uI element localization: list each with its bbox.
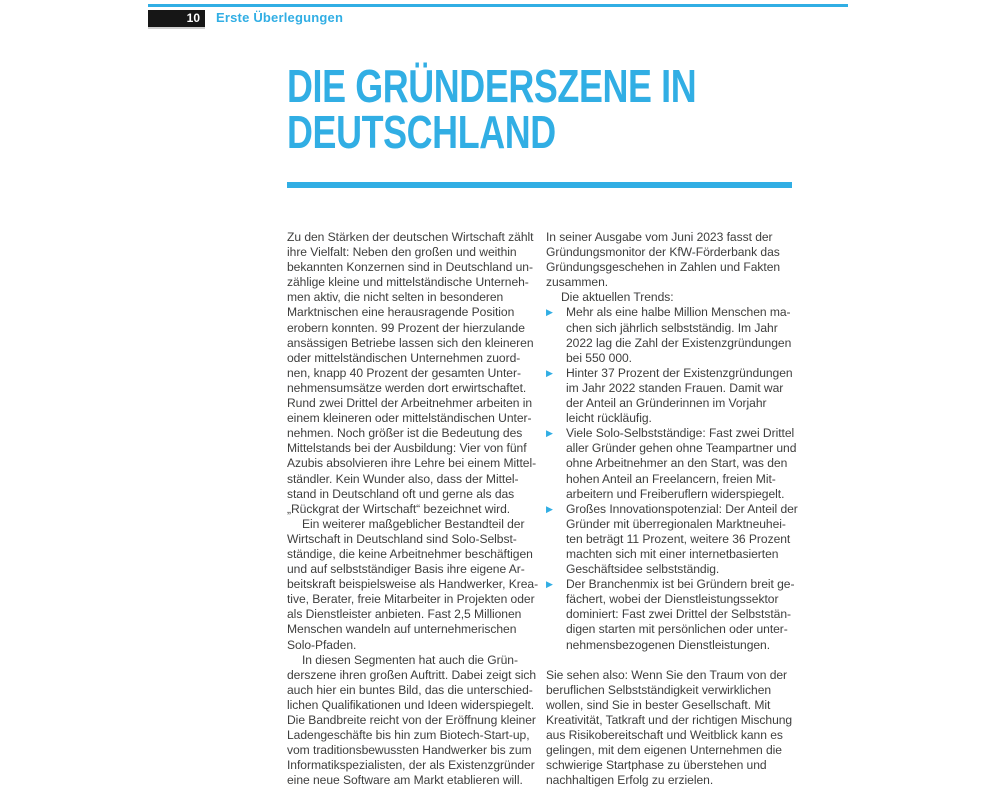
text-line: Der Branchenmix ist bei Gründern breit ge-	[566, 577, 795, 592]
text-line: nehmensbezogenen Dienstleistungen.	[566, 637, 771, 652]
text-line: nachhaltigen Erfolg zu erzielen.	[546, 773, 714, 788]
text-line: aller Gründer gehen ohne Teampartner und	[566, 441, 797, 456]
text-line: bekannten Konzernen sind in Deutschland un-	[287, 260, 533, 275]
text-line: schwierige Startphase zu überstehen und	[546, 758, 767, 773]
text-line: men aktiv, die nicht selten in besonderen	[287, 290, 504, 305]
text-line: hohen Anteil an Freelancern, freien Mit-	[566, 471, 776, 486]
text-line: Azubis absolvieren ihre Lehre bei einem Mittel-	[287, 456, 537, 471]
text-line: und auf selbstständiger Basis ihre eigene Ar-	[287, 562, 525, 577]
text-line: vom traditionsbewussten Handwerker bis zum	[287, 743, 532, 758]
text-line: auch hier ein buntes Bild, das die unterschied-	[287, 682, 533, 697]
text-line: tive, Berater, freie Mitarbeiter in Projekten oder	[287, 592, 535, 607]
text-line: digen starten mit persönlichen oder unter-	[566, 622, 788, 637]
bullet-text	[566, 426, 796, 501]
bullet-item	[546, 426, 797, 501]
text-line: Ladengeschäfte bis hin zum Biotech-Start-up,	[287, 728, 530, 743]
page-title-line-1: DIE GRÜNDERSZENE IN	[287, 60, 697, 112]
text-line: ansässigen Betriebe lassen sich den kleineren	[287, 335, 534, 350]
text-line: In diesen Segmenten hat auch die Grün-	[302, 652, 518, 667]
text-line: Menschen wandeln auf unternehmerischen	[287, 622, 517, 637]
text-line: Marktnischen eine herausragende Position	[287, 305, 515, 320]
text-line: Sie sehen also: Wenn Sie den Traum von der	[546, 667, 788, 682]
triangle-right-icon: ▶	[546, 503, 553, 514]
text-line: lichen Qualifikationen und Ideen widerspiegelt.	[287, 697, 535, 712]
text-line: gelingen, mit dem eigenen Unternehmen die	[546, 743, 782, 758]
text-line: ständige, die keine Arbeitnehmer beschäftigen	[287, 546, 533, 561]
page-number-badge	[148, 10, 205, 27]
text-line: dominiert: Fast zwei Drittel der Selbststän-	[566, 607, 791, 622]
text-line: zusammen.	[546, 275, 609, 290]
triangle-right-icon: ▶	[546, 307, 553, 318]
text-line: Kreativität, Tatkraft und der richtigen Mischung	[546, 713, 793, 727]
text-line: Solo-Pfaden.	[287, 637, 357, 652]
page-title	[287, 60, 697, 158]
text-line: einem kleineren oder mittelständischen Unter-	[287, 411, 532, 426]
text-line: erobern konnten. 99 Prozent der hierzulande	[287, 320, 525, 335]
text-line: Informatikspezialisten, der als Existenzgründer	[287, 758, 535, 773]
text-line: zählige kleine und mittelständische Unterneh-	[287, 275, 529, 290]
closing-paragraph	[546, 668, 792, 789]
trends-heading: Die aktuellen Trends:	[561, 290, 674, 305]
text-line: nehmen. Noch größer ist die Bedeutung des	[287, 426, 523, 441]
bullet-item	[546, 366, 792, 426]
text-line: Geschäftsidee selbstständig.	[566, 562, 720, 577]
text-line: nen, knapp 40 Prozent der gesamten Unter-	[287, 365, 521, 380]
text-line: ihre Vielfalt: Neben den großen und weithin	[287, 245, 517, 260]
chapter-label: Erste Überlegungen	[216, 10, 344, 25]
title-underline-rule	[287, 182, 792, 188]
text-line: Mittelstands bei der Ausbildung: Vier von fünf	[287, 441, 527, 456]
text-line: bei 550 000.	[566, 350, 632, 365]
bullet-item	[546, 577, 795, 652]
paragraph	[287, 230, 537, 517]
text-line: chen sich jährlich selbstständig. Im Jahr	[566, 320, 778, 335]
text-line: Mehr als eine halbe Million Menschen ma-	[566, 305, 791, 320]
text-line: arbeitern und Freiberuflern widerspiegelt.	[566, 486, 785, 501]
triangle-right-icon: ▶	[546, 367, 553, 378]
bullet-text	[566, 502, 798, 577]
text-line: Wirtschaft in Deutschland sind Solo-Selbst-	[287, 531, 517, 546]
text-line: leicht rückläufig.	[566, 411, 652, 426]
text-line: nehmensumsätze werden dort erwirtschaftet.	[287, 380, 527, 395]
top-accent-rule	[148, 4, 848, 7]
paragraph	[287, 652, 537, 789]
body-columns	[287, 230, 798, 788]
text-line: beitskraft beispielsweise als Handwerker, Krea-	[287, 577, 539, 592]
text-line: In seiner Ausgabe vom Juni 2023 fasst der	[546, 230, 773, 244]
triangle-right-icon: ▶	[546, 579, 553, 590]
text-line: wollen, sind Sie in bester Gesellschaft. Mit	[546, 697, 771, 712]
text-line: Gründungsmonitor der KfW-Förderbank das	[546, 245, 780, 260]
text-line: Gründer mit überregionalen Marktneuhei-	[566, 516, 786, 531]
paragraph	[546, 230, 792, 290]
bullet-text	[566, 577, 794, 652]
text-line: „Rückgrat der Wirtschaft“ bezeichnet wird.	[287, 501, 511, 516]
text-line: Zu den Stärken der deutschen Wirtschaft zählt	[287, 230, 534, 244]
paragraph	[287, 516, 539, 653]
text-line: machten sich mit einer internetbasierten	[566, 546, 779, 561]
text-line: im Jahr 2022 standen Frauen. Damit war	[566, 380, 784, 395]
bullet-item	[546, 305, 792, 365]
text-line: Hinter 37 Prozent der Existenzgründungen	[566, 365, 793, 380]
text-line: 2022 lag die Zahl der Existenzgründungen	[566, 335, 792, 350]
text-line: Die Bandbreite reicht von der Eröffnung kleiner	[287, 713, 536, 727]
bullet-item	[546, 501, 798, 577]
text-line: Ein weiterer maßgeblicher Bestandteil der	[302, 516, 525, 531]
right-column	[546, 230, 798, 788]
text-line: der Anteil an Gründerinnen im Vorjahr	[566, 396, 767, 411]
text-line: Gründungsgeschehen in Zahlen und Fakten	[546, 260, 781, 275]
text-line: eine neue Software am Markt etablieren will.	[287, 773, 523, 788]
text-line: als Dienstleister anbieten. Fast 2,5 Millionen	[287, 607, 522, 622]
page-number: 10	[186, 11, 200, 25]
text-line: ohne Arbeitnehmer an den Start, was den	[566, 456, 788, 471]
triangle-right-icon: ▶	[546, 428, 553, 439]
bullet-text	[566, 305, 791, 365]
text-line: ständler. Kein Wunder also, dass der Mittel-	[287, 471, 519, 486]
page-title-line-2: DEUTSCHLAND	[287, 106, 556, 158]
left-column	[287, 230, 539, 788]
text-line: stand in Deutschland oft und gerne als das	[287, 486, 515, 501]
text-line: Großes Innovationspotenzial: Der Anteil der	[566, 501, 798, 516]
text-line: derszene ihren großen Auftritt. Dabei zeigt sich	[287, 667, 537, 682]
text-line: fächert, wobei der Dienstleistungssektor	[566, 592, 779, 607]
text-line: oder mittelständischen Unternehmen zuord-	[287, 350, 521, 365]
text-line: ten beträgt 11 Prozent, weitere 36 Prozent	[566, 531, 791, 546]
text-line: aus Risikobereitschaft und Weitblick kann es	[546, 728, 783, 743]
bullet-text	[566, 366, 793, 426]
text-line: Viele Solo-Selbstständige: Fast zwei Drittel	[566, 426, 795, 441]
text-line: Rund zwei Drittel der Arbeitnehmer arbeiten in	[287, 396, 533, 411]
text-line: beruflichen Selbstständigkeit verwirklichen	[546, 682, 772, 697]
